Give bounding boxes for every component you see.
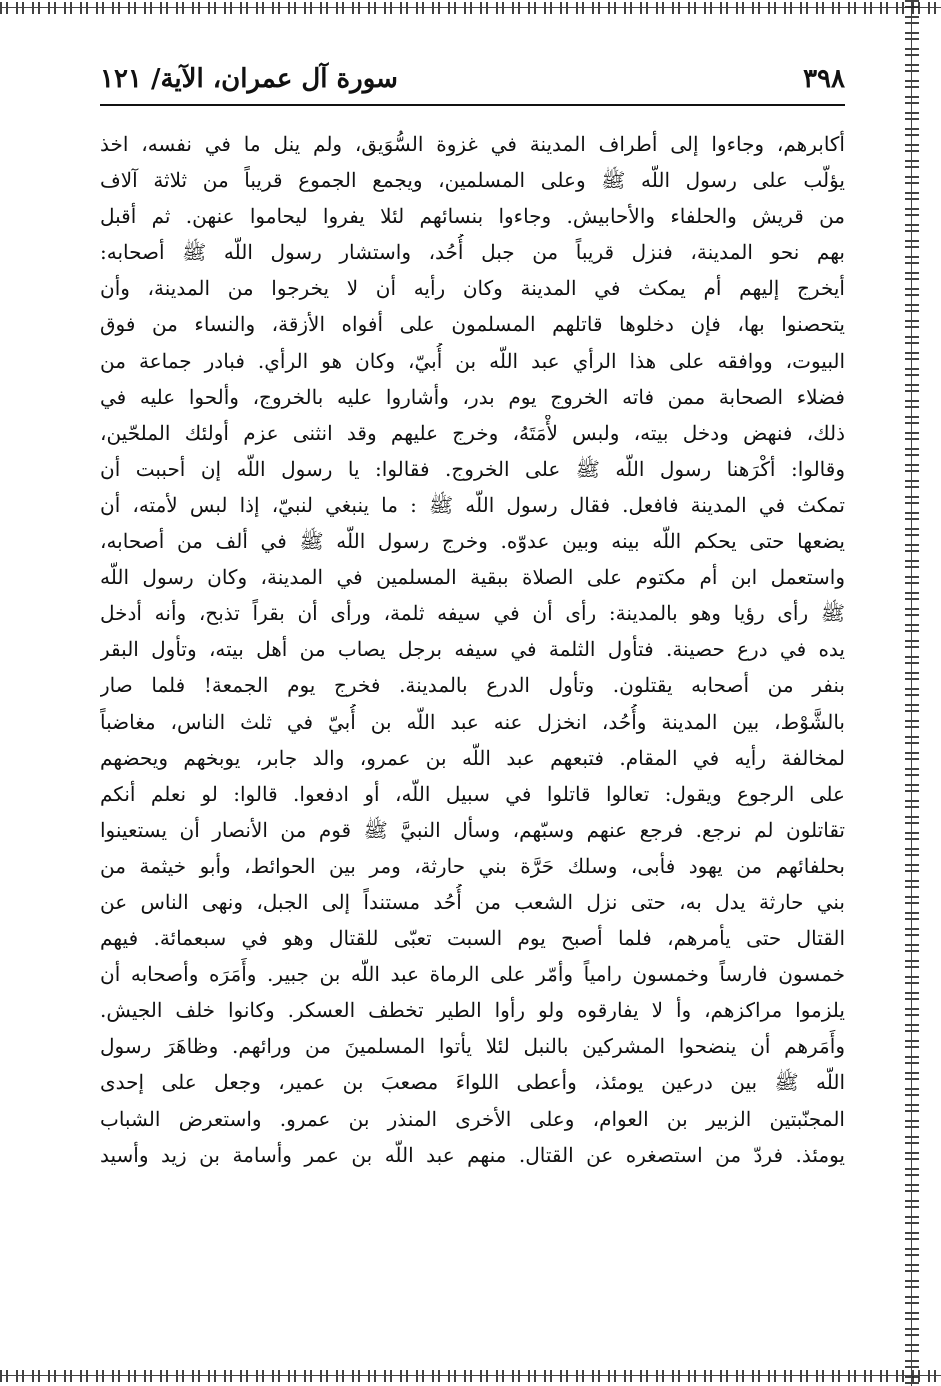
text-line: بالشَّوْط، بين المدينة وأُحُد، انخزل عنه عبد اللّه بن أُبيّ في ثلث الناس، مغاضباً: [100, 709, 845, 734]
text-line: أكابرهم، وجاءوا إلى أطراف المدينة في غزوة السُّوَيق، ولم ينل ما في نفسه، اخذ: [100, 132, 845, 156]
text-line: يومئذ. فردّ من استصغره عن القتال. منهم عبد اللّه بن عمر وأسامة بن زيد وأسيد: [100, 1142, 845, 1167]
text-line: المجنّبتين الزبير بن العوام، وعلى الأخرى المنذر بن عمرو. واستعرض الشباب: [100, 1106, 845, 1131]
page-border-bottom: [0, 1370, 941, 1382]
text-line: يؤلّب على رسول اللّه ﷺ وعلى المسلمين، ويجمع الجموع قريباً من ثلاثة آلاف: [100, 168, 845, 193]
text-line: أيخرج إليهم أم يمكث في المدينة وكان رأيه أن لا يخرجوا من المدينة، وأن: [100, 276, 845, 301]
text-line: بهم نحو المدينة، فنزل قريباً من جبل أُحُد، واستشار رسول اللّه ﷺ أصحابه:: [100, 240, 845, 265]
text-line: ﷺ رأى رؤيا وهو بالمدينة: رأى أن في سيفه ثلمة، ورأى أن بقراً تذبح، وأنه أدخل: [100, 601, 845, 626]
chapter-title: سورة آل عمران، الآية/ ١٢١: [100, 64, 398, 94]
running-header: [100, 62, 845, 96]
text-line: يضعها حتى يحكم اللّه بينه وبين عدوّه. وخرج رسول اللّه ﷺ في ألف من أصحابه،: [100, 529, 845, 554]
text-line: ذلك، فنهض ودخل بيته، ولبس لأْمَتَهُ، وخرج عليهم وقد انثنى عزم أولئك الملحّين،: [100, 420, 845, 445]
text-line: لمخالفة رأيه في المقام. فتبعهم عبد اللّه بن عمرو، والد جابر، يوبخهم ويحضهم: [100, 745, 845, 770]
text-line: يده في درع حصينة. فتأول الثلمة في سيفه برجل يصاب من أهل بيته، وتأول البقر: [100, 637, 845, 662]
page-number: ٣٩٨: [803, 64, 845, 94]
text-line: فضلاء الصحابة ممن فاته الخروج يوم بدر، وأشاروا عليه بالخروج، وألحوا عليه في: [100, 384, 845, 409]
text-line: من قريش والحلفاء والأحابيش. وجاءوا بنسائهم لئلا يفروا ليحاموا عنهن. ثم أقبل: [100, 204, 845, 229]
body-text: [100, 126, 845, 1173]
text-line: خمسون فارساً وخمسون رامياً وأمّر على الرماة عبد اللّه بن جبير. وأَمَرَه وأصحابه أن: [100, 962, 845, 987]
text-line: تقاتلون لم نرجع. فرجع عنهم وسبّهم، وسأل النبيَّ ﷺ قوم من الأنصار أن يستعينوا: [100, 817, 845, 842]
text-line: يتحصنوا بها، فإن دخلوها قاتلهم المسلمون على أفواه الأزقة، والنساء من فوق: [100, 312, 845, 337]
page-border-right: [905, 0, 919, 1386]
page-border-top: [0, 2, 941, 14]
text-line: بني حارثة يدل به، حتى نزل الشعب من أُحُد مستنداً إلى الجبل، ونهى الناس عن: [100, 889, 845, 914]
text-line: تمكث في المدينة فافعل. فقال رسول اللّه ﷺ : ما ينبغي لنبيّ، إذا لبس لأمته، أن: [100, 492, 845, 517]
text-line: بنفر من أصحابه يقتلون. وتأول الدرع بالمدينة. فخرج يوم الجمعة! فلما صار: [100, 673, 845, 698]
header-rule: [100, 104, 845, 106]
text-line: واستعمل ابن أم مكتوم على الصلاة ببقية المسلمين في المدينة، وكان رسول اللّه: [100, 565, 845, 590]
text-line: على الرجوع ويقول: تعالوا قاتلوا في سبيل اللّه، أو ادفعوا. قالوا: لو نعلم أنكم: [100, 781, 845, 806]
text-line: بحلفائهم من يهود فأبى، وسلك حَرَّة بني حارثة، ومر بين الحوائط، وأبو خيثمة من: [100, 853, 845, 878]
text-line: البيوت، ووافقه على هذا الرأي عبد اللّه بن أُبيّ، وكان هو الرأي. فبادر جماعة من: [100, 348, 845, 373]
text-line: اللّه ﷺ بين درعين يومئذ، وأعطى اللواءَ مصعبَ بن عمير، وجعل على إحدى: [100, 1070, 845, 1095]
text-line: وقالوا: أكْرَهنا رسول اللّه ﷺ على الخروج. فقالوا: يا رسول اللّه إن أحببت أن: [100, 456, 845, 481]
text-line: وأَمَرهم أن ينضحوا المشركين بالنبل لئلا يأتوا المسلمينَ من ورائهم. وظاهَرَ رسول: [100, 1034, 845, 1059]
text-line: القتال حتى يأمرهم، فلما أصبح يوم السبت تعبّى للقتال وهو في سبعمائة. فيهم: [100, 926, 845, 951]
text-line: يلزموا مراكزهم، وأ لا يفارقوه ولو رأوا الطير تخطف العسكر. وكانوا خلف الجيش.: [100, 998, 845, 1023]
